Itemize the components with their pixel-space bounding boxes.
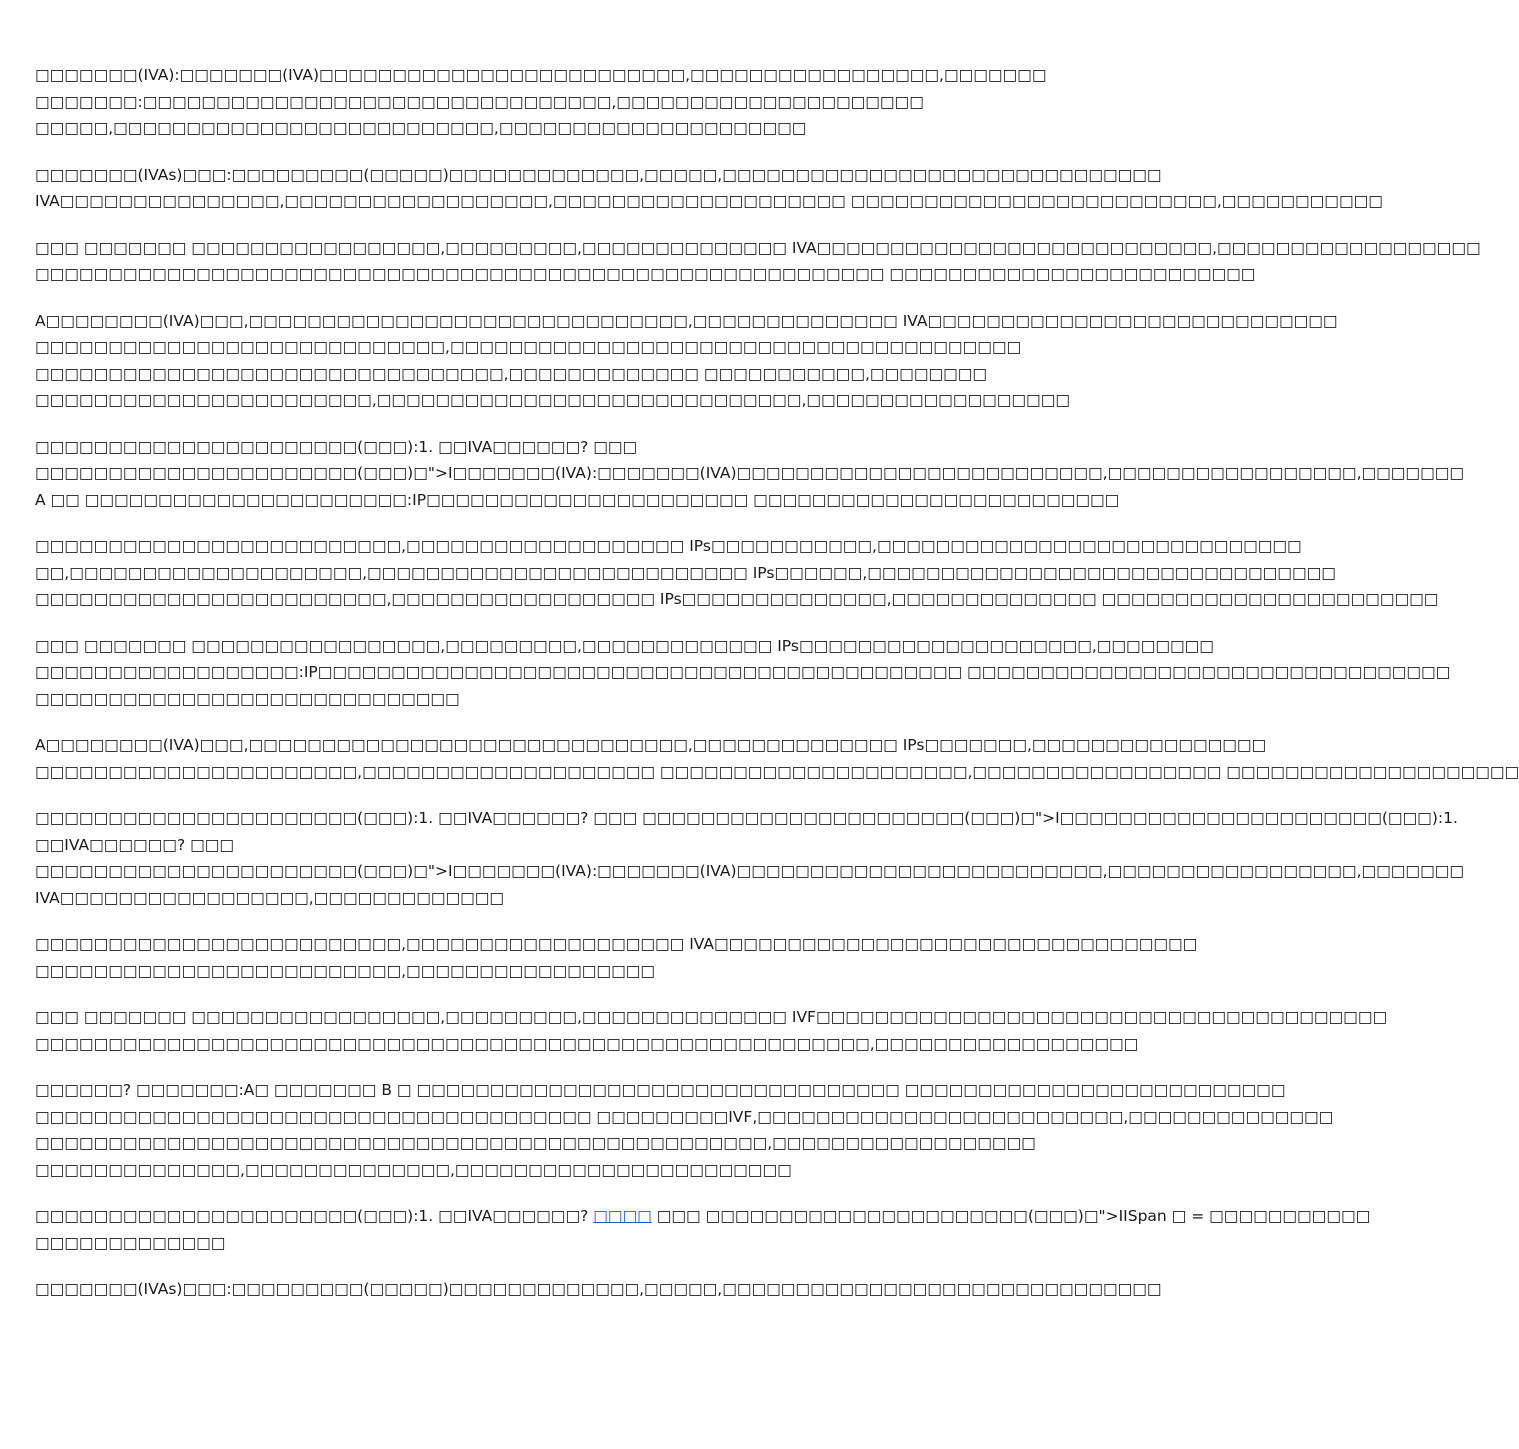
paragraph	[35, 1203, 1371, 1256]
text-line: □□□□□□□□□□□□□□□□□□□□□□□□□□□□□	[35, 689, 460, 708]
paragraph	[35, 1004, 1388, 1057]
text-line: □□□□□□□□□□□□□□□□□□□□□□(□□□)□">I□□□□□□□(IVA):□□□□□□□(IVA)□□□□□□□□□□□□□□□□□□□□□□□□□,□□□□□□□□□□□□□□□□□,□□□□□□□	[35, 464, 1465, 482]
text-line: □□,□□□□□□□□□□□□□□□□□□□□,□□□□□□□□□□□□□□□□□□□□□□□□□□ IPs□□□□□□,□□□□□□□□□□□□□□□□□□□□□□□□□□□□□□□□	[35, 563, 1336, 582]
text-line: □□□□□□□□□□□□□□□□□□□□□□(□□□):1. □□IVA□□□□□□? □□□	[35, 437, 638, 456]
text-line: IVA□□□□□□□□□□□□□□□□□,□□□□□□□□□□□□□	[35, 888, 505, 907]
text-line: □□□□□□□(IVA):□□□□□□□(IVA)□□□□□□□□□□□□□□□□□□□□□□□□□,□□□□□□□□□□□□□□□□□,□□□□□□□	[35, 66, 1047, 84]
text-line: □□□□□□□□□□□□□□□□□□□□□□□□□□□□□□□□□□□□□□ □□□□□□□□□IVF,□□□□□□□□□□□□□□□□□□□□□□□□□,□□□□□□□□□□□□□□	[35, 1107, 1334, 1126]
text-line: □□□□□□□□□□□□□□□□□□□□□□□□□,□□□□□□□□□□□□□□□□□	[35, 961, 656, 980]
paragraph	[35, 931, 1198, 984]
text-line: IVA□□□□□□□□□□□□□□□,□□□□□□□□□□□□□□□□□□,□□□□□□□□□□□□□□□□□□□□ □□□□□□□□□□□□□□□□□□□□□□□□□,□□□□□□□□□□□	[35, 192, 1383, 210]
text-line: □□□□□□? □□□□□□□:A□ □□□□□□□ B □ □□□□□□□□□□□□□□□□□□□□□□□□□□□□□□□□□ □□□□□□□□□□□□□□□□□□□□□□□□□□	[35, 1081, 1286, 1099]
text-segment: □□□ □□□□□□□□□□□□□□□□□□□□□□(□□□)□">IISpan □ = □□□□□□□□□□□	[651, 1207, 1371, 1225]
text-line	[35, 1203, 1371, 1230]
text-line: □□□□□□□□□□□□□□□□□□□□□□□□□,□□□□□□□□□□□□□□□□□□□ IVA□□□□□□□□□□□□□□□□□□□□□□□□□□□□□□□□□	[35, 935, 1198, 953]
paragraph	[35, 732, 1519, 785]
paragraph	[35, 162, 1383, 215]
text-line: □□□□□□□(IVAs)□□□:□□□□□□□□□(□□□□□)□□□□□□□□□□□□□,□□□□□,□□□□□□□□□□□□□□□□□□□□□□□□□□□□□□	[35, 165, 1162, 184]
paragraph	[35, 308, 1338, 414]
text-line: A□□□□□□□□(IVA)□□□,□□□□□□□□□□□□□□□□□□□□□□□□□□□□□□,□□□□□□□□□□□□□□ IVA□□□□□□□□□□□□□□□□□□□□□□□□□□□□	[35, 311, 1338, 330]
paragraph	[35, 633, 1451, 713]
text-line: □□□□□□□□□□□□□□□□□□□□□□□,□□□□□□□□□□□□□□□□□□□□□□□□□□□□□,□□□□□□□□□□□□□□□□□□	[35, 391, 1070, 409]
text-line: □□□ □□□□□□□ □□□□□□□□□□□□□□□□□,□□□□□□□□□,□□□□□□□□□□□□□□ IVA□□□□□□□□□□□□□□□□□□□□□□□□□□□,□□□□□□□□□□□□□□□□□□	[35, 238, 1481, 257]
paragraph	[35, 235, 1481, 288]
text-line: □□□□□□□□□□□□□□□□□□□□□□□□□□□□□□□□,□□□□□□□□□□□□□ □□□□□□□□□□□,□□□□□□□□	[35, 364, 988, 383]
text-line: □□□□□□□□□□□□□□□□□□□□□□□□,□□□□□□□□□□□□□□□□□□ IPs□□□□□□□□□□□□□□,□□□□□□□□□□□□□□ □□□□□□□□□□□□□□□□□□□□□□□	[35, 590, 1439, 608]
text-line: □□□ □□□□□□□ □□□□□□□□□□□□□□□□□,□□□□□□□□□,□□□□□□□□□□□□□ IPs□□□□□□□□□□□□□□□□□□□□,□□□□□□□□	[35, 636, 1214, 655]
text-line: A □□ □□□□□□□□□□□□□□□□□□□□□□:IP□□□□□□□□□□□□□□□□□□□□□□ □□□□□□□□□□□□□□□□□□□□□□□□□	[35, 490, 1120, 509]
paragraph	[35, 434, 1465, 514]
text-line: A□□□□□□□□(IVA)□□□,□□□□□□□□□□□□□□□□□□□□□□□□□□□□□□,□□□□□□□□□□□□□□ IPs□□□□□□□,□□□□□□□□□□□□□□□□	[35, 736, 1267, 754]
text-line: □□□□□□□□□□□□□□□□□□□□□□□□□□□□□□□□□□□□□□□□□□□□□□□□□□,□□□□□□□□□□□□□□□□□□	[35, 1134, 1036, 1152]
text-line: □□□□□□□□□□□□□□,□□□□□□□□□□□□□□,□□□□□□□□□□□□□□□□□□□□□□□	[35, 1160, 792, 1179]
text-segment: □□□□□□□□□□□□□□□□□□□□□□(□□□):1. □□IVA□□□□□□?	[35, 1207, 594, 1225]
document-body	[35, 62, 1519, 1323]
text-line: □□□□□,□□□□□□□□□□□□□□□□□□□□□□□□□□,□□□□□□□□□□□□□□□□□□□□□	[35, 119, 807, 137]
paragraph	[35, 1276, 1162, 1303]
text-line: □□□□□□□□□□□□□□□□□□:IP□□□□□□□□□□□□□□□□□□□□□□□□□□□□□□□□□□□□□□□□□□□□ □□□□□□□□□□□□□□□□□□□□□□□□□□□□□□□□□	[35, 663, 1451, 681]
text-line: □□□□□□□□□□□□□□□□□□□□□□(□□□):1. □□IVA□□□□□□? □□□ □□□□□□□□□□□□□□□□□□□□□□(□□□)□">I□□□□□□□□□□□□□□□□□□□□□□(□□□):1.	[35, 809, 1458, 827]
text-line: □□□□□□□(IVAs)□□□:□□□□□□□□□(□□□□□)□□□□□□□□□□□□□,□□□□□,□□□□□□□□□□□□□□□□□□□□□□□□□□□□□□	[35, 1280, 1162, 1298]
text-line: □□□ □□□□□□□ □□□□□□□□□□□□□□□□□,□□□□□□□□□,□□□□□□□□□□□□□□ IVF□□□□□□□□□□□□□□□□□□□□□□□□□□□□□□□□□□□□□□□	[35, 1008, 1388, 1026]
paragraph	[35, 805, 1465, 911]
text-line: □□□□□□□□□□□□□□□□□□□□□□□□□□□□,□□□□□□□□□□□□□□□□□□□□□□□□□□□□□□□□□□□□□□□	[35, 338, 1022, 356]
text-line: □□□□□□□□□□□□□□□□□□□□□□□□□□□□□□□□□□□□□□□□□□□□□□□□□□□□□□□□□□ □□□□□□□□□□□□□□□□□□□□□□□□□	[35, 265, 1256, 283]
paragraph	[35, 62, 1047, 142]
text-line: □□□□□□□□□□□□□□□□□□□□□□□□□,□□□□□□□□□□□□□□□□□□□ IPs□□□□□□□□□□□,□□□□□□□□□□□□□□□□□□□□□□□□□□□□□	[35, 537, 1302, 555]
text-line: □□IVA□□□□□□? □□□	[35, 835, 235, 854]
text-line: □□□□□□□□□□□□□□□□□□□□□□□□□□□□□□□□□□□□□□□□□□□□□□□□□□□□□□□□□,□□□□□□□□□□□□□□□□□□	[35, 1034, 1139, 1053]
paragraph	[35, 533, 1439, 613]
text-line: □□□□□□□□□□□□□□□□□□□□□□,□□□□□□□□□□□□□□□□□□□□ □□□□□□□□□□□□□□□□□□□□□,□□□□□□□□□□□□□□□□□ □□□□□□□□□□□□□□□□□□□□	[35, 762, 1519, 781]
text-line: □□□□□□□□□□□□□□□□□□□□□□(□□□)□">I□□□□□□□(IVA):□□□□□□□(IVA)□□□□□□□□□□□□□□□□□□□□□□□□□,□□□□□□□□□□□□□□□□□,□□□□□□□	[35, 862, 1465, 880]
text-line: □□□□□□□□□□□□□	[35, 1233, 226, 1252]
paragraph	[35, 1077, 1334, 1183]
text-line: □□□□□□□:□□□□□□□□□□□□□□□□□□□□□□□□□□□□□□□□,□□□□□□□□□□□□□□□□□□□□□	[35, 92, 924, 111]
inline-link[interactable]: □□□□	[593, 1207, 652, 1225]
